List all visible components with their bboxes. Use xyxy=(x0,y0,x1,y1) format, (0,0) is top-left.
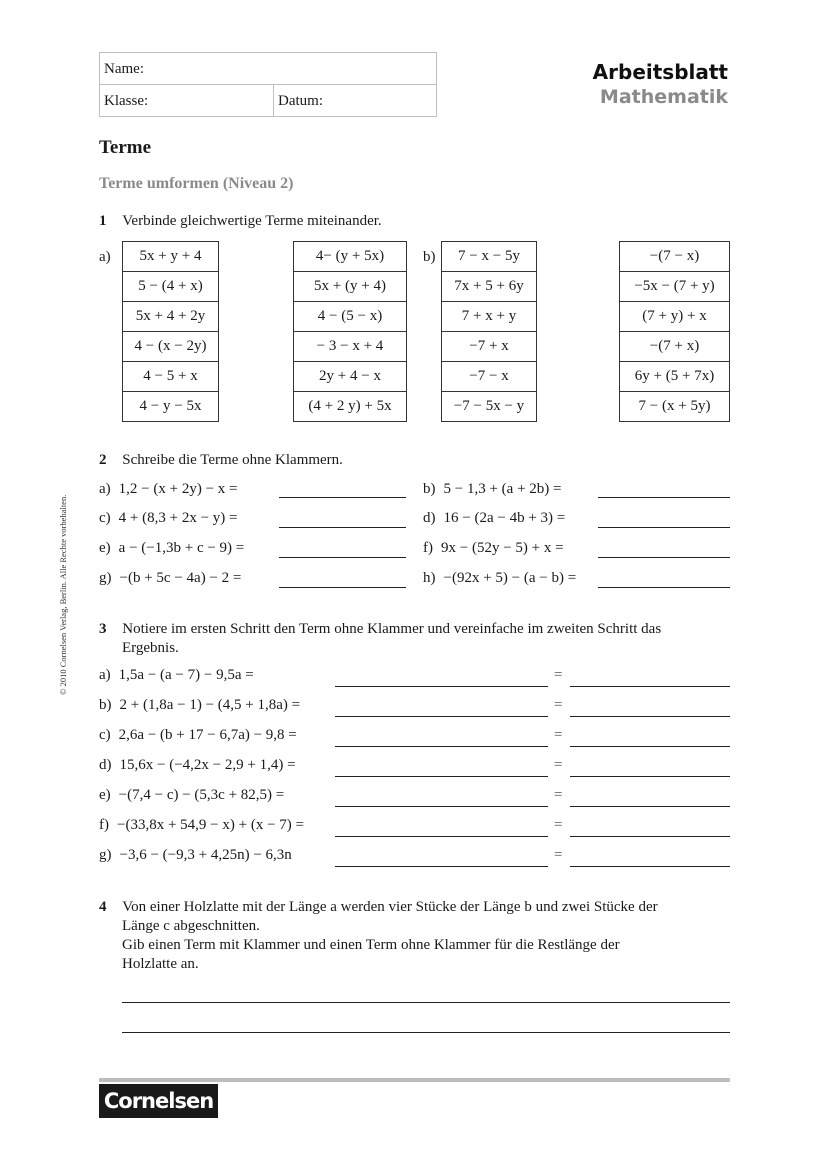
task2-prompt xyxy=(99,452,343,469)
answer-line[interactable] xyxy=(122,1002,730,1003)
task2-number: 2 xyxy=(99,452,107,468)
term-cell[interactable]: 4− (y + 5x) xyxy=(294,242,407,272)
task1-text: Verbinde gleichwertige Terme miteinander. xyxy=(122,213,382,229)
task4-line3: Gib einen Term mit Klammer und einen Term ohne Klammer für die Restlänge der xyxy=(122,937,620,953)
task2-item xyxy=(423,481,562,498)
equals-sign: = xyxy=(554,757,563,773)
item-label: b) xyxy=(99,697,112,713)
item-expression: 15,6x − (−4,2x − 2,9 + 1,4) = xyxy=(119,757,296,773)
answer-line[interactable] xyxy=(570,686,730,687)
item-label: e) xyxy=(99,540,111,556)
datum-field[interactable] xyxy=(274,85,436,117)
page-heading: Terme xyxy=(99,137,152,158)
equals-sign: = xyxy=(554,727,563,743)
term-cell[interactable]: −7 − 5x − y xyxy=(442,392,537,422)
item-label: a) xyxy=(99,481,111,497)
task4-line2: Länge c abgeschnitten. xyxy=(122,918,260,934)
answer-line[interactable] xyxy=(570,746,730,747)
item-expression: a − (−1,3b + c − 9) = xyxy=(118,540,245,556)
task2-item xyxy=(99,510,237,527)
task1-a-label: a) xyxy=(99,249,111,265)
equals-sign: = xyxy=(554,847,563,863)
subject-title: Mathematik xyxy=(599,86,728,108)
item-expression: 5 − 1,3 + (a + 2b) = xyxy=(443,481,562,497)
task1-b-label: b) xyxy=(423,249,436,265)
task3-item xyxy=(99,667,254,684)
item-label: e) xyxy=(99,787,111,803)
item-expression: −(92x + 5) − (a − b) = xyxy=(443,570,577,586)
item-expression: 2 + (1,8a − 1) − (4,5 + 1,8a) = xyxy=(119,697,301,713)
term-cell[interactable]: 5x + y + 4 xyxy=(123,242,219,272)
item-label: a) xyxy=(99,667,111,683)
item-expression: 2,6a − (b + 17 − 6,7a) − 9,8 = xyxy=(118,727,297,743)
answer-line[interactable] xyxy=(279,557,406,558)
term-cell[interactable]: −7 + x xyxy=(442,332,537,362)
task3-prompt xyxy=(99,621,661,638)
item-label: c) xyxy=(99,510,111,526)
item-label: g) xyxy=(99,570,112,586)
answer-line[interactable] xyxy=(570,836,730,837)
equals-sign: = xyxy=(554,817,563,833)
equals-sign: = xyxy=(554,697,563,713)
term-cell[interactable]: 4 − 5 + x xyxy=(123,362,219,392)
item-label: c) xyxy=(99,727,111,743)
item-expression: −3,6 − (−9,3 + 4,25n) − 6,3n xyxy=(119,847,292,863)
task1-number: 1 xyxy=(99,213,107,229)
term-cell[interactable]: 2y + 4 − x xyxy=(294,362,407,392)
datum-label: Datum: xyxy=(278,93,323,109)
term-cell[interactable]: 4 − (x − 2y) xyxy=(123,332,219,362)
term-table-1 xyxy=(122,241,219,422)
item-expression: −(33,8x + 54,9 − x) + (x − 7) = xyxy=(117,817,304,833)
answer-line[interactable] xyxy=(122,1032,730,1033)
task3-item xyxy=(99,757,296,774)
equals-sign: = xyxy=(554,787,563,803)
term-cell[interactable]: 7 − x − 5y xyxy=(442,242,537,272)
task4-line1: Von einer Holzlatte mit der Länge a werden vier Stücke der Länge b und zwei Stücke der xyxy=(122,899,658,915)
term-cell[interactable]: 7 + x + y xyxy=(442,302,537,332)
item-label: d) xyxy=(99,757,112,773)
footer-divider xyxy=(99,1078,730,1082)
term-cell[interactable]: −(7 − x) xyxy=(620,242,730,272)
item-expression: 9x − (52y − 5) + x = xyxy=(441,540,564,556)
task2-item xyxy=(423,540,564,557)
item-label: f) xyxy=(423,540,433,556)
task3-item xyxy=(99,697,300,714)
term-cell[interactable]: −7 − x xyxy=(442,362,537,392)
equals-sign: = xyxy=(554,667,563,683)
answer-line[interactable] xyxy=(279,587,406,588)
item-label: b) xyxy=(423,481,436,497)
cornelsen-logo: Cornelsen xyxy=(99,1084,218,1118)
term-cell[interactable]: 7x + 5 + 6y xyxy=(442,272,537,302)
answer-line[interactable] xyxy=(570,716,730,717)
answer-line[interactable] xyxy=(570,866,730,867)
term-cell[interactable]: (7 + y) + x xyxy=(620,302,730,332)
task3-item xyxy=(99,847,292,864)
term-cell[interactable]: (4 + 2 y) + 5x xyxy=(294,392,407,422)
task3-number: 3 xyxy=(99,621,107,637)
task2-item xyxy=(423,510,565,527)
answer-line[interactable] xyxy=(335,686,548,687)
answer-line[interactable] xyxy=(598,527,730,528)
item-label: g) xyxy=(99,847,112,863)
item-expression: −(b + 5c − 4a) − 2 = xyxy=(119,570,242,586)
task2-item xyxy=(99,570,241,587)
term-table-4 xyxy=(619,241,730,422)
answer-line[interactable] xyxy=(335,776,548,777)
task4-line4: Holzlatte an. xyxy=(122,956,199,972)
task4-number: 4 xyxy=(99,899,107,915)
answer-line[interactable] xyxy=(279,527,406,528)
answer-line[interactable] xyxy=(570,776,730,777)
task2-item xyxy=(99,540,244,557)
name-field[interactable] xyxy=(100,53,436,85)
page-subheading: Terme umformen (Niveau 2) xyxy=(99,175,294,192)
item-label: f) xyxy=(99,817,109,833)
task2-item xyxy=(423,570,576,587)
copyright-notice: © 2010 Cornelsen Verlag, Berlin. Alle Rechte vorbehalten. xyxy=(58,494,68,695)
worksheet-title: Arbeitsblatt xyxy=(592,60,728,84)
item-expression: −(7,4 − c) − (5,3c + 82,5) = xyxy=(118,787,285,803)
name-label: Name: xyxy=(104,61,144,77)
answer-line[interactable] xyxy=(335,746,548,747)
term-cell[interactable]: 4 − (5 − x) xyxy=(294,302,407,332)
task3-text-line1: Notiere im ersten Schritt den Term ohne Klammer und vereinfache im zweiten Schritt das xyxy=(122,621,662,637)
task2-item xyxy=(99,481,237,498)
answer-line[interactable] xyxy=(598,497,730,498)
answer-line[interactable] xyxy=(598,557,730,558)
item-expression: 1,5a − (a − 7) − 9,5a = xyxy=(118,667,254,683)
term-cell[interactable]: 6y + (5 + 7x) xyxy=(620,362,730,392)
task3-item xyxy=(99,727,297,744)
item-label: d) xyxy=(423,510,436,526)
klasse-field[interactable] xyxy=(100,85,274,117)
term-cell[interactable]: − 3 − x + 4 xyxy=(294,332,407,362)
task3-text-line2: Ergebnis. xyxy=(122,640,179,656)
answer-line[interactable] xyxy=(335,866,548,867)
item-expression: 1,2 − (x + 2y) − x = xyxy=(118,481,238,497)
student-info-box xyxy=(99,52,437,117)
answer-line[interactable] xyxy=(335,806,548,807)
term-cell[interactable]: −(7 + x) xyxy=(620,332,730,362)
item-label: h) xyxy=(423,570,436,586)
term-table-2 xyxy=(293,241,407,422)
term-cell[interactable]: 7 − (x + 5y) xyxy=(620,392,730,422)
task3-item xyxy=(99,787,284,804)
answer-line[interactable] xyxy=(279,497,406,498)
term-cell[interactable]: 4 − y − 5x xyxy=(123,392,219,422)
term-cell[interactable]: 5 − (4 + x) xyxy=(123,272,219,302)
task4-prompt xyxy=(99,899,658,916)
klasse-label: Klasse: xyxy=(104,93,149,109)
term-table-3 xyxy=(441,241,537,422)
term-cell[interactable]: 5x + 4 + 2y xyxy=(123,302,219,332)
answer-line[interactable] xyxy=(335,836,548,837)
task1-prompt xyxy=(99,213,382,230)
answer-line[interactable] xyxy=(570,806,730,807)
answer-line[interactable] xyxy=(598,587,730,588)
term-cell[interactable]: 5x + (y + 4) xyxy=(294,272,407,302)
item-expression: 4 + (8,3 + 2x − y) = xyxy=(118,510,238,526)
task3-item xyxy=(99,817,304,834)
item-expression: 16 − (2a − 4b + 3) = xyxy=(443,510,566,526)
task2-text: Schreibe die Terme ohne Klammern. xyxy=(122,452,343,468)
term-cell[interactable]: −5x − (7 + y) xyxy=(620,272,730,302)
answer-line[interactable] xyxy=(335,716,548,717)
